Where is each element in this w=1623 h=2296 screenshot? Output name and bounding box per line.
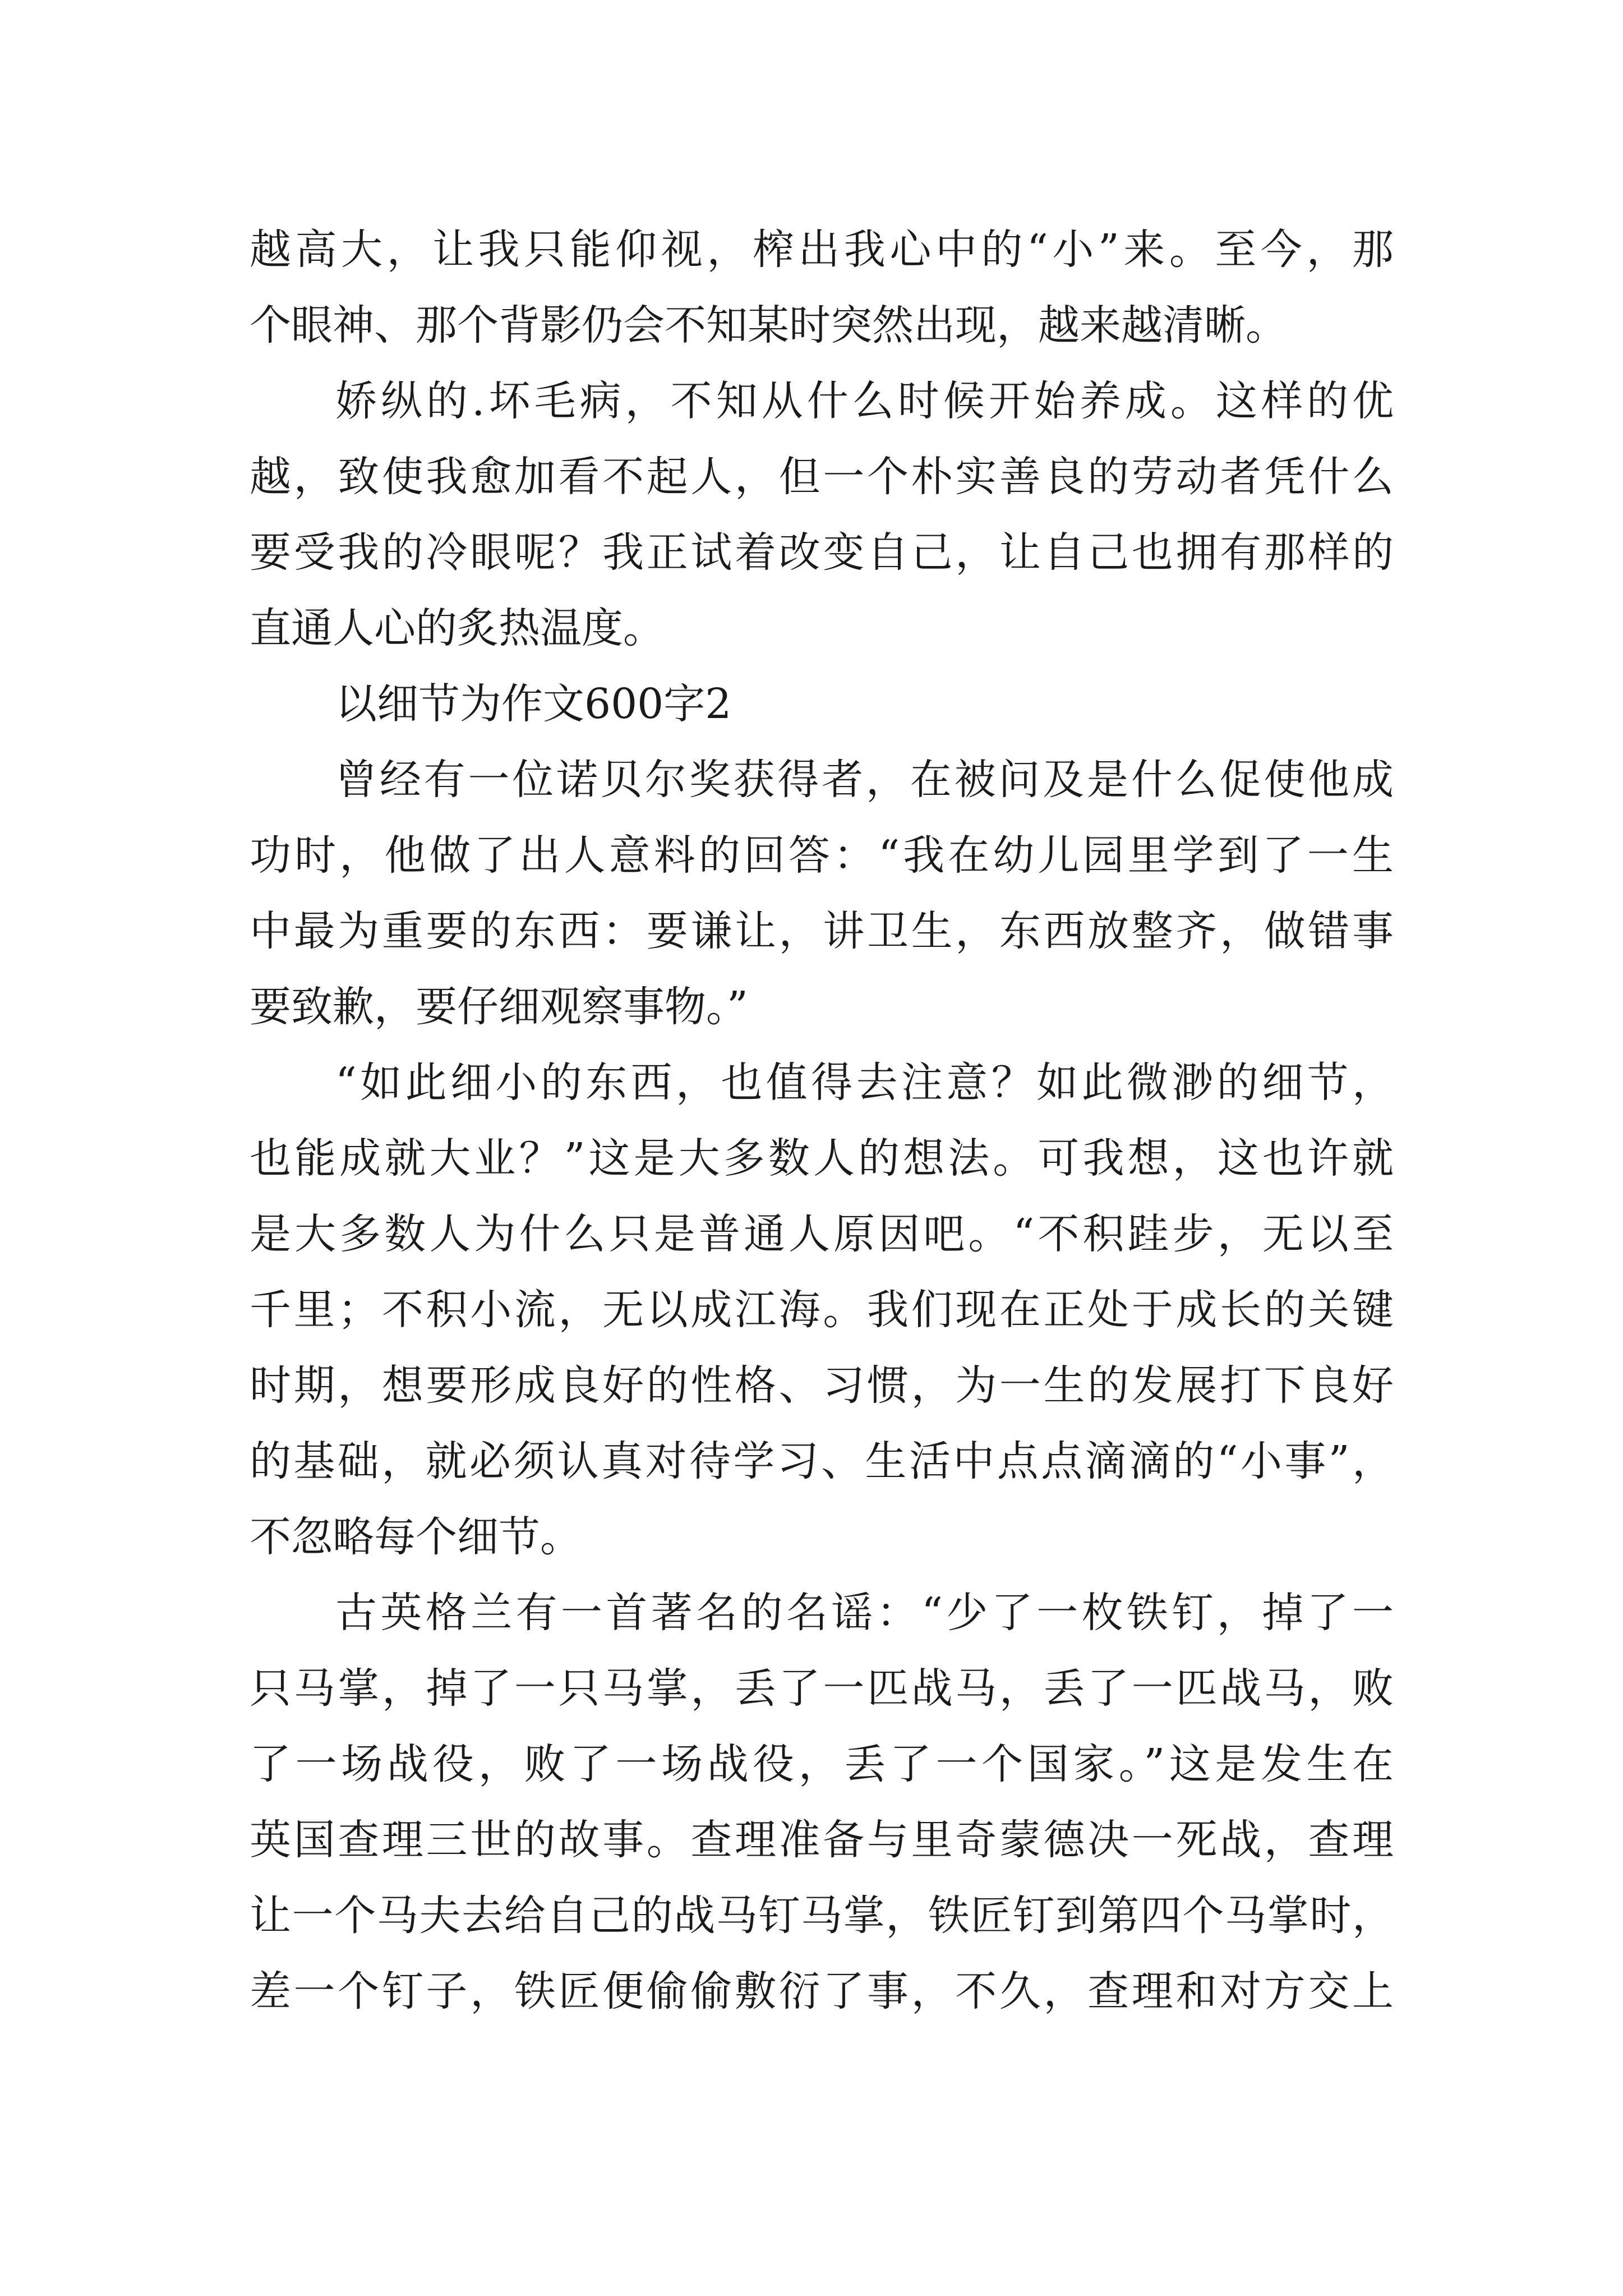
text-line: 的基础，就必须认真对待学习、生活中点点滴滴的“小事”， [250, 1437, 1394, 1485]
text-line: 千里；不积小流，无以成江海。我们现在正处于成长的关键 [250, 1286, 1394, 1334]
text-line: 时期，想要形成良好的性格、习惯，为一生的发展打下良好 [250, 1361, 1394, 1410]
text-line: “如此细小的东西，也值得去注意？如此微渺的细节， [335, 1059, 1394, 1107]
text-line: 功时，他做了出人意料的回答：“我在幼儿园里学到了一生 [250, 831, 1394, 880]
text-line: 中最为重要的东西：要谦让，讲卫生，东西放整齐，做错事 [250, 907, 1394, 955]
text-line: 古英格兰有一首著名的名谣：“少了一枚铁钉，掉了一 [335, 1589, 1394, 1637]
text-line: 直通人心的炙热温度。 [250, 604, 665, 652]
section-heading: 以细节为作文600字2 [335, 680, 732, 728]
text-line: 让一个马夫去给自己的战马钉马掌，铁匠钉到第四个马掌时， [250, 1892, 1394, 1940]
text-line: 要致歉，要仔细观察事物。” [250, 983, 748, 1031]
text-line: 娇纵的.坏毛病，不知从什么时候开始养成。这样的优 [335, 377, 1394, 425]
text-line: 是大多数人为什么只是普通人原因吧。“不积跬步，无以至 [250, 1210, 1394, 1258]
text-line: 不忽略每个细节。 [250, 1513, 582, 1561]
text-line: 要受我的冷眼呢？我正试着改变自己，让自己也拥有那样的 [250, 528, 1394, 577]
text-line: 越高大，让我只能仰视，榨出我心中的“小”来。至今，那 [250, 226, 1394, 274]
text-line: 越，致使我愈加看不起人，但一个朴实善良的劳动者凭什么 [250, 453, 1394, 501]
text-line: 了一场战役，败了一场战役，丢了一个国家。”这是发生在 [250, 1740, 1394, 1788]
text-line: 英国查理三世的故事。查理准备与里奇蒙德决一死战，查理 [250, 1816, 1394, 1864]
text-line: 只马掌，掉了一只马掌，丢了一匹战马，丢了一匹战马，败 [250, 1664, 1394, 1713]
text-line: 差一个钉子，铁匠便偷偷敷衍了事，不久，查理和对方交上 [250, 1967, 1394, 2016]
text-line: 个眼神、那个背影仍会不知某时突然出现，越来越清晰。 [250, 301, 1287, 349]
text-line: 曾经有一位诺贝尔奖获得者，在被问及是什么促使他成 [335, 756, 1394, 804]
text-line: 也能成就大业？”这是大多数人的想法。可我想，这也许就 [250, 1134, 1394, 1182]
